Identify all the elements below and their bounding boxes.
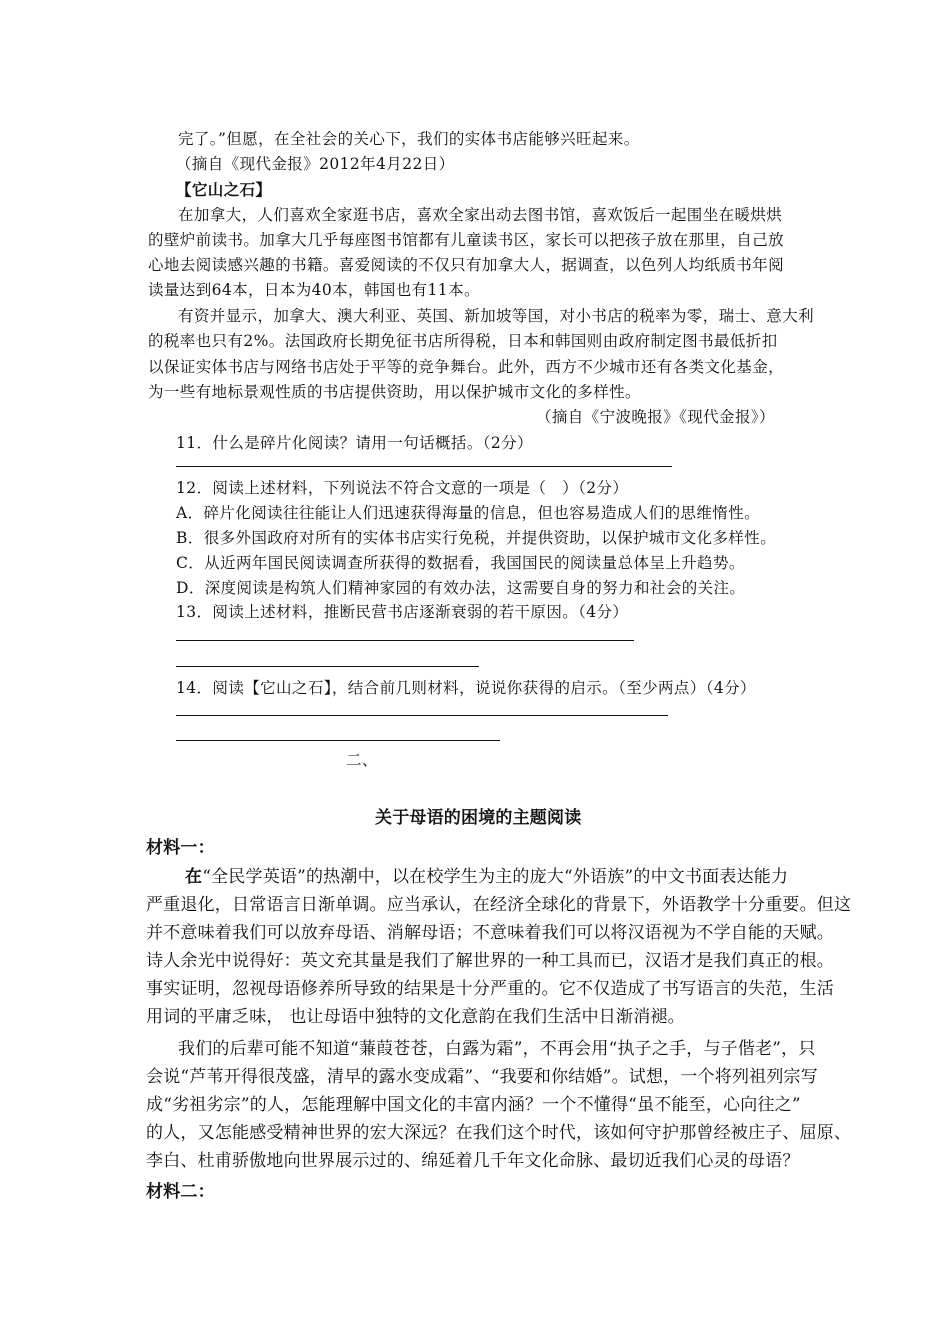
answer-line (176, 715, 668, 716)
material-label: 材料二： (146, 1182, 215, 1202)
lead-word: 在 (185, 867, 203, 887)
text-line: 的人，又怎能感受精神世界的宏大深远？在我们这个时代，该如何守护那曾经被庄子、屈原、 (146, 1123, 852, 1143)
text-line: 李白、杜甫骄傲地向世界展示过的、绵延着几千年文化命脉、最切近我们心灵的母语？ (146, 1151, 800, 1171)
text-line: 用词的平庸乏味， 也让母语中独特的文化意韵在我们生活中日渐消褪。 (146, 1007, 685, 1027)
section-marker: 二、 (346, 751, 378, 769)
text-line: 会说“芦苇开得很茂盛，清早的露水变成霜”、“我要和你结婚”。试想，一个将列祖列宗写 (146, 1067, 818, 1087)
option-d: D．深度阅读是构筑人们精神家园的有效办法，这需要自身的努力和社会的关注。 (176, 579, 746, 597)
text-run: “全民学英语”的热潮中，以在校学生为主的庞大“外语族”的中文书面表达能力 (202, 867, 789, 887)
option-a: A．碎片化阅读往往能让人们迅速获得海量的信息，但也容易造成人们的思维惰性。 (176, 504, 760, 522)
question-11: 11．什么是碎片化阅读？请用一句话概括。（2分） (176, 434, 533, 452)
source-citation: （摘自《宁波晚报》《现代金报》） (536, 408, 775, 426)
text-line (185, 862, 788, 887)
text-line: 并不意味着我们可以放弃母语、消解母语；不意味着我们可以将汉语视为不学自能的天赋。 (146, 923, 834, 943)
answer-line (176, 466, 672, 467)
question-13: 13．阅读上述材料，推断民营书店逐渐衰弱的若干原因。（4分） (176, 603, 629, 621)
text-line: 在加拿大，人们喜欢全家逛书店，喜欢全家出动去图书馆，喜欢饭后一起围坐在暖烘烘 (178, 206, 783, 224)
text-line: 的税率也只有2%。法国政府长期免征书店所得税，日本和韩国则由政府制定图书最低折扣 (148, 332, 778, 350)
option-b: B．很多外国政府对所有的实体书店实行免税，并提供资助，以保护城市文化多样性。 (176, 529, 777, 547)
text-line: 完了。”但愿，在全社会的关心下，我们的实体书店能够兴旺起来。 (178, 130, 640, 148)
source-citation: （摘自《现代金报》2012年4月22日） (176, 155, 455, 173)
text-line: 心地去阅读感兴趣的书籍。喜爱阅读的不仅只有加拿大人，据调查，以色列人均纸质书年阅 (148, 256, 785, 274)
question-14: 14．阅读【它山之石】，结合前几则材料，说说你获得的启示。（至少两点）（4分） (176, 679, 756, 697)
text-line: 读量达到64本，日本为40本，韩国也有11本。 (148, 281, 480, 299)
text-line: 我们的后辈可能不知道“蒹葭苍苍，白露为霜”，不再会用“执子之手，与子偕老”，只 (178, 1039, 816, 1059)
material-label: 材料一： (146, 838, 215, 858)
text-line: 的壁炉前读书。加拿大几乎每座图书馆都有儿童读书区，家长可以把孩子放在那里，自己放 (148, 231, 785, 249)
answer-line (176, 640, 634, 641)
page-title: 关于母语的困境的主题阅读 (375, 808, 582, 828)
text-line: 有资并显示，加拿大、澳大利亚、英国、新加坡等国，对小书店的税率为零，瑞士、意大利 (178, 307, 815, 325)
text-line: 诗人余光中说得好：英文充其量是我们了解世界的一种工具而已，汉语才是我们真正的根。 (146, 951, 834, 971)
answer-line (176, 740, 500, 741)
answer-line (176, 666, 479, 667)
question-12: 12．阅读上述材料，下列说法不符合文意的一项是（ ）（2分） (176, 479, 629, 497)
section-heading: 【它山之石】 (176, 180, 272, 199)
text-line: 成“劣祖劣宗”的人，怎能理解中国文化的丰富内涵？一个不懂得“虽不能至，心向往之” (146, 1095, 801, 1115)
text-line: 事实证明，忽视母语修养所导致的结果是十分严重的。它不仅造成了书写语言的失范，生活 (146, 979, 834, 999)
text-line: 为一些有地标景观性质的书店提供资助，用以保护城市文化的多样性。 (148, 383, 641, 401)
text-line: 以保证实体书店与网络书店处于平等的竞争舞台。此外，西方不少城市还有各类文化基金， (148, 358, 785, 376)
option-c: C．从近两年国民阅读调查所获得的数据看，我国国民的阅读量总体呈上升趋势。 (176, 554, 745, 572)
text-line: 严重退化，日常语言日渐单调。应当承认，在经济全球化的背景下，外语教学十分重要。但这 (146, 895, 852, 915)
